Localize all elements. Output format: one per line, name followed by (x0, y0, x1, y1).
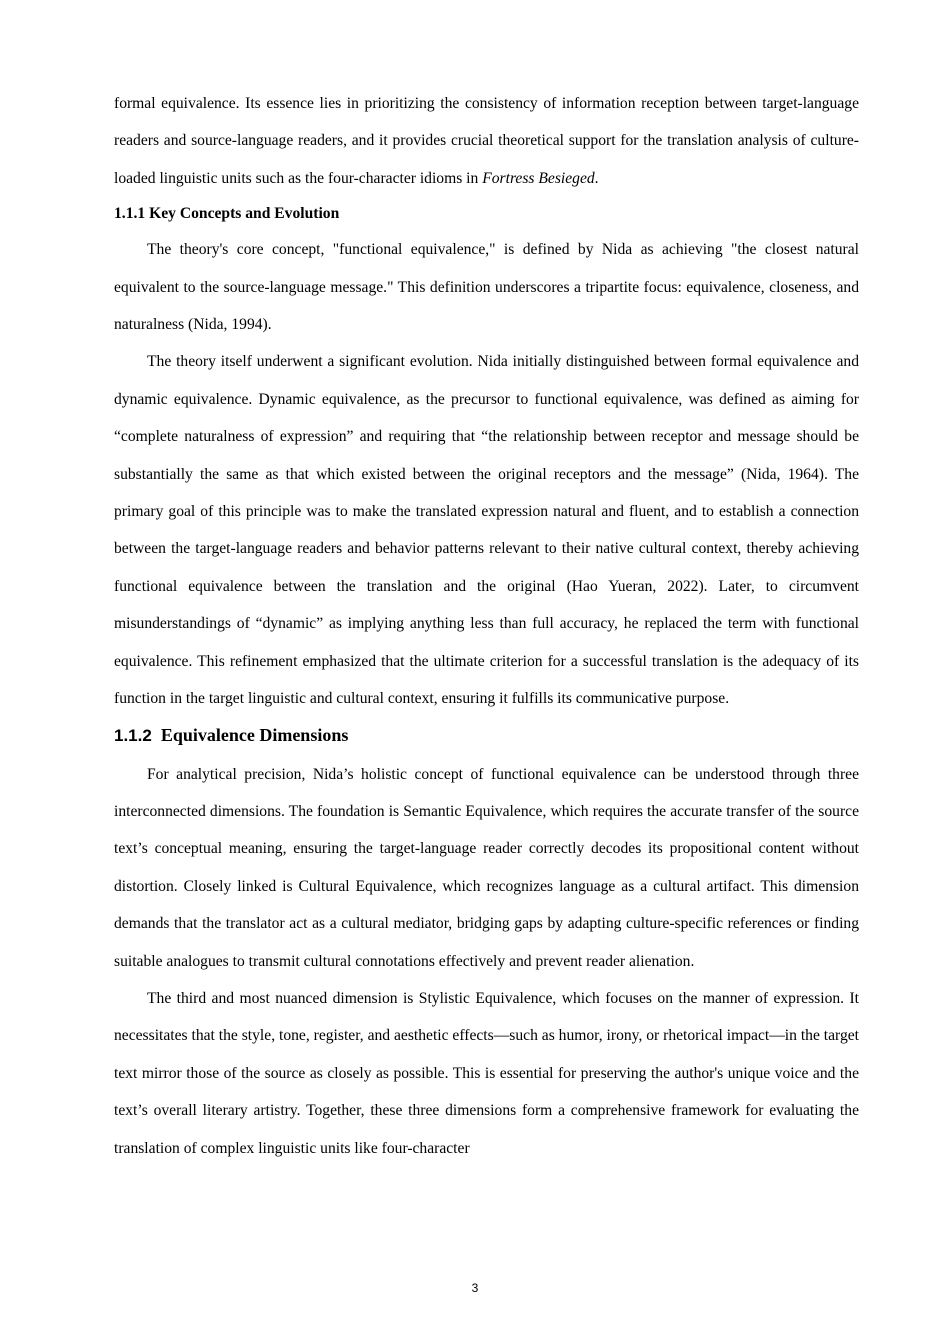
page-number: 3 (471, 1281, 479, 1295)
paragraph-text: formal equivalence. Its essence lies in prioritizing the consistency of information reception between target-language readers and source-language readers, and it provides crucial theoretical support for the translation analysis of culture-loaded linguistic units such as the four-character idioms in (114, 95, 859, 187)
paragraph-dimensions-intro: For analytical precision, Nida’s holistic concept of functional equivalence can be understood through three interconnected dimensions. The foundation is Semantic Equivalence, which requires the accurate transfer of the source text’s conceptual meaning, ensuring the target-language reader correctly decodes its propositional content without distortion. Closely linked is Cultural Equivalence, which recognizes language as a cultural artifact. This dimension demands that the translator act as a cultural mediator, bridging gaps by adapting culture-specific references or finding suitable analogues to transmit cultural connotations effectively and prevent reader alienation. (114, 765, 859, 970)
paragraph-continuation (114, 85, 859, 197)
paragraph-evolution: The theory itself underwent a significant evolution. Nida initially distinguished between formal equivalence and dynamic equivalence. Dynamic equivalence, as the precursor to functional equivalence, was defined as aiming for “complete naturalness of expression” and requiring that “the relationship between receptor and message should be substantially the same as that which existed between the original receptors and the message” (Nida, 1964). The primary goal of this principle was to make the translated expression natural and fluent, and to establish a connection between the target-language readers and behavior patterns relevant to their native cultural context, thereby achieving functional equivalence between the translation and the original (Hao Yueran, 2022). Later, to circumvent misunderstandings of “dynamic” as implying anything less than full accuracy, he replaced the term with functional equivalence. This refinement emphasized that the ultimate criterion for a successful translation is the adequacy of its function in the target linguistic and cultural context, ensuring it fulfills its communicative purpose. (114, 353, 859, 708)
paragraph-key-concepts: The theory's core concept, "functional equivalence," is defined by Nida as achieving "the closest natural equivalent to the source-language message." This definition underscores a tripartite focus: equivalence, closeness, and naturalness (Nida, 1994). (114, 241, 859, 334)
book-title-italic: Fortress Besieged (482, 169, 595, 187)
document-page-body (114, 85, 859, 1167)
paragraph-stylistic-equivalence: The third and most nuanced dimension is Stylistic Equivalence, which focuses on the manner of expression. It necessitates that the style, tone, register, and aesthetic effects—such as humor, irony, or rhetorical impact—in the target text mirror those of the source as closely as possible. This is essential for preserving the author's unique voice and the text’s overall literary artistry. Together, these three dimensions form a comprehensive framework for evaluating the translation of complex linguistic units like four-character (114, 989, 859, 1157)
section-title: Equivalence Dimensions (160, 724, 349, 745)
section-heading-1-1-2 (114, 718, 859, 756)
section-heading-1-1-1: 1.1.1 Key Concepts and Evolution (114, 205, 340, 223)
section-number: 1.1.2 (114, 725, 152, 745)
paragraph-end-punctuation: . (594, 169, 599, 187)
